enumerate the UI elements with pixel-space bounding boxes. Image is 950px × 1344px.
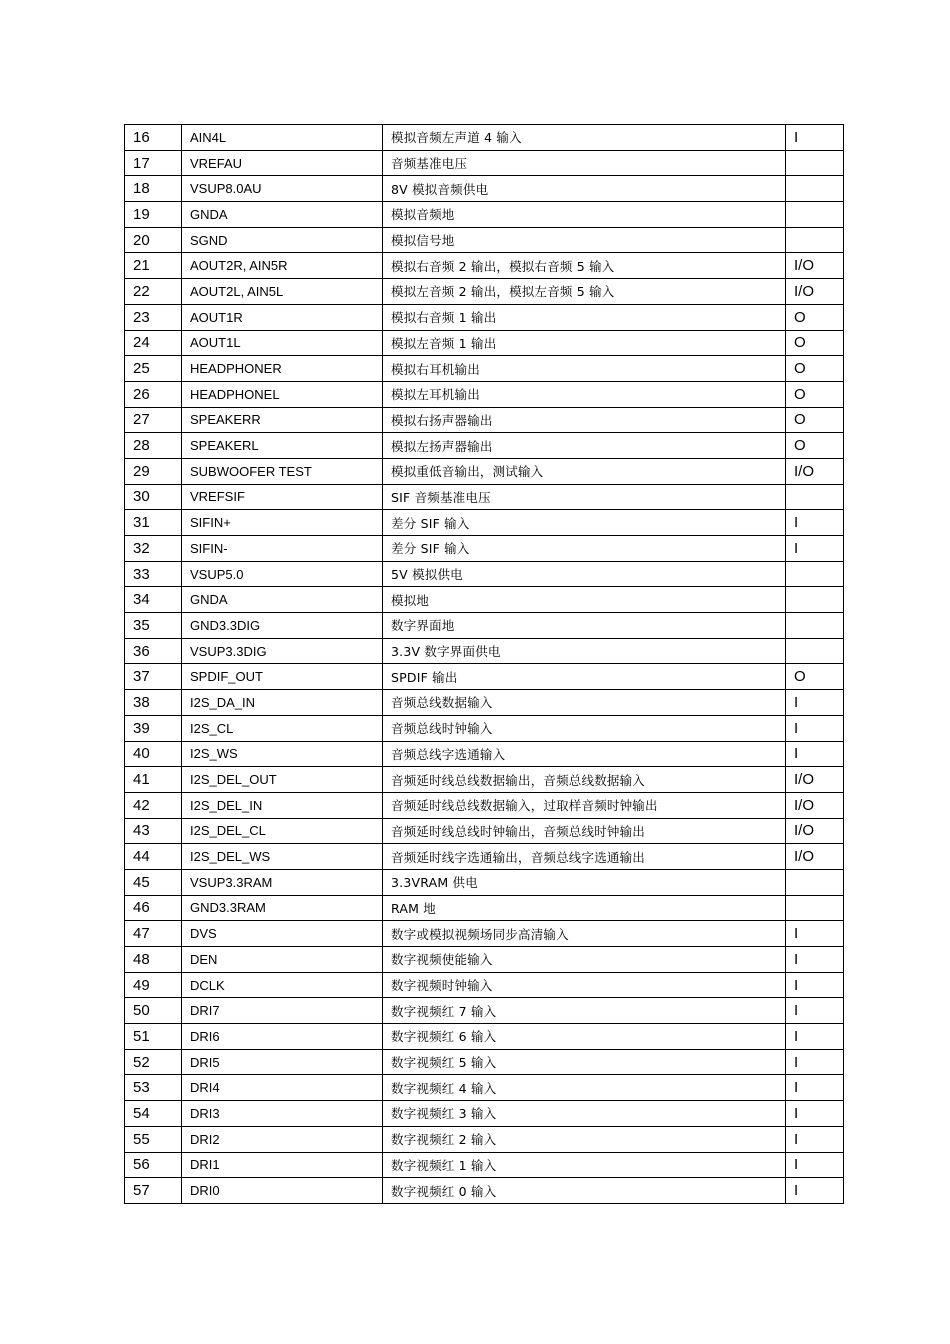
pin-table-body xyxy=(125,125,844,1204)
pin-description-cell: 音频延时线总线数据输出，音频总线数据输入 xyxy=(383,767,786,793)
pin-io-cell: I/O xyxy=(786,792,844,818)
pin-name-cell: AOUT1L xyxy=(182,330,383,356)
table-row xyxy=(125,741,844,767)
pin-number-cell: 46 xyxy=(125,895,182,921)
pin-name-cell: I2S_DEL_OUT xyxy=(182,767,383,793)
pin-number-cell: 48 xyxy=(125,947,182,973)
pin-name-cell: SGND xyxy=(182,227,383,253)
pin-name-cell: I2S_DEL_CL xyxy=(182,818,383,844)
pin-io-cell: I xyxy=(786,1049,844,1075)
table-row xyxy=(125,1178,844,1204)
pin-number-cell: 37 xyxy=(125,664,182,690)
pin-io-cell: I/O xyxy=(786,458,844,484)
pin-number-cell: 23 xyxy=(125,304,182,330)
pin-io-cell xyxy=(786,561,844,587)
table-row xyxy=(125,587,844,613)
pin-io-cell: I/O xyxy=(786,818,844,844)
table-row xyxy=(125,176,844,202)
pin-name-cell: AOUT2L, AIN5L xyxy=(182,279,383,305)
pin-description-cell: 模拟信号地 xyxy=(383,227,786,253)
table-row xyxy=(125,125,844,151)
pin-number-cell: 18 xyxy=(125,176,182,202)
pin-number-cell: 17 xyxy=(125,150,182,176)
table-row xyxy=(125,664,844,690)
pin-name-cell: HEADPHONEL xyxy=(182,381,383,407)
pin-number-cell: 19 xyxy=(125,202,182,228)
table-row xyxy=(125,458,844,484)
pin-number-cell: 29 xyxy=(125,458,182,484)
pin-description-cell: 数字视频红 0 输入 xyxy=(383,1178,786,1204)
pin-name-cell: DRI4 xyxy=(182,1075,383,1101)
pin-name-cell: DRI2 xyxy=(182,1126,383,1152)
table-row xyxy=(125,150,844,176)
pin-description-cell: SIF 音频基准电压 xyxy=(383,484,786,510)
pin-name-cell: DVS xyxy=(182,921,383,947)
pin-name-cell: DRI5 xyxy=(182,1049,383,1075)
pin-description-cell: 数字视频时钟输入 xyxy=(383,972,786,998)
pin-description-cell: 模拟左耳机输出 xyxy=(383,381,786,407)
pin-description-cell: 数字视频红 1 输入 xyxy=(383,1152,786,1178)
table-row xyxy=(125,869,844,895)
pin-io-cell xyxy=(786,613,844,639)
pin-number-cell: 36 xyxy=(125,638,182,664)
pin-number-cell: 51 xyxy=(125,1024,182,1050)
pin-name-cell: GND3.3DIG xyxy=(182,613,383,639)
pin-number-cell: 41 xyxy=(125,767,182,793)
pin-name-cell: VREFSIF xyxy=(182,484,383,510)
table-row xyxy=(125,227,844,253)
pin-number-cell: 34 xyxy=(125,587,182,613)
pin-description-cell: 音频总线时钟输入 xyxy=(383,715,786,741)
pin-io-cell: I xyxy=(786,125,844,151)
pin-description-cell: 8V 模拟音频供电 xyxy=(383,176,786,202)
pin-name-cell: AIN4L xyxy=(182,125,383,151)
pin-io-cell: O xyxy=(786,356,844,382)
pin-description-cell: 模拟左音频 2 输出，模拟左音频 5 输入 xyxy=(383,279,786,305)
pin-description-cell: 音频总线字选通输入 xyxy=(383,741,786,767)
pin-description-cell: 3.3V 数字界面供电 xyxy=(383,638,786,664)
pin-number-cell: 31 xyxy=(125,510,182,536)
pin-description-cell: 数字视频使能输入 xyxy=(383,947,786,973)
pin-description-cell: 模拟右音频 1 输出 xyxy=(383,304,786,330)
pin-name-cell: VSUP3.3RAM xyxy=(182,869,383,895)
pin-number-cell: 50 xyxy=(125,998,182,1024)
pin-number-cell: 56 xyxy=(125,1152,182,1178)
table-row xyxy=(125,561,844,587)
pin-description-cell: SPDIF 输出 xyxy=(383,664,786,690)
pin-name-cell: SUBWOOFER TEST xyxy=(182,458,383,484)
table-row xyxy=(125,844,844,870)
pin-description-cell: 模拟重低音输出，测试输入 xyxy=(383,458,786,484)
table-row xyxy=(125,304,844,330)
pin-description-cell: 数字视频红 4 输入 xyxy=(383,1075,786,1101)
table-row xyxy=(125,921,844,947)
table-row xyxy=(125,433,844,459)
table-row xyxy=(125,1075,844,1101)
pin-number-cell: 40 xyxy=(125,741,182,767)
table-row xyxy=(125,1152,844,1178)
pin-description-cell: 数字或模拟视频场同步高清输入 xyxy=(383,921,786,947)
pin-io-cell: I xyxy=(786,536,844,562)
pin-name-cell: DRI1 xyxy=(182,1152,383,1178)
pin-description-cell: 音频总线数据输入 xyxy=(383,690,786,716)
pin-number-cell: 52 xyxy=(125,1049,182,1075)
table-row xyxy=(125,356,844,382)
pin-description-cell: 音频延时线总线数据输入，过取样音频时钟输出 xyxy=(383,792,786,818)
pin-number-cell: 42 xyxy=(125,792,182,818)
table-row xyxy=(125,536,844,562)
pin-number-cell: 28 xyxy=(125,433,182,459)
pin-description-cell: 数字视频红 2 输入 xyxy=(383,1126,786,1152)
pin-description-cell: 音频延时线总线时钟输出，音频总线时钟输出 xyxy=(383,818,786,844)
pin-io-cell xyxy=(786,638,844,664)
pin-number-cell: 47 xyxy=(125,921,182,947)
pin-io-cell: I xyxy=(786,510,844,536)
pin-number-cell: 49 xyxy=(125,972,182,998)
pin-name-cell: HEADPHONER xyxy=(182,356,383,382)
pin-description-cell: 5V 模拟供电 xyxy=(383,561,786,587)
pin-name-cell: AOUT2R, AIN5R xyxy=(182,253,383,279)
table-row xyxy=(125,330,844,356)
pin-description-cell: 数字视频红 5 输入 xyxy=(383,1049,786,1075)
pin-io-cell: I/O xyxy=(786,844,844,870)
pin-number-cell: 21 xyxy=(125,253,182,279)
pin-io-cell: I xyxy=(786,998,844,1024)
pin-name-cell: DRI6 xyxy=(182,1024,383,1050)
pin-description-cell: 模拟左音频 1 输出 xyxy=(383,330,786,356)
pin-io-cell xyxy=(786,869,844,895)
pin-number-cell: 20 xyxy=(125,227,182,253)
pin-number-cell: 33 xyxy=(125,561,182,587)
pin-io-cell: I xyxy=(786,1152,844,1178)
table-row xyxy=(125,381,844,407)
pin-io-cell: O xyxy=(786,407,844,433)
pin-name-cell: I2S_DEL_WS xyxy=(182,844,383,870)
pin-io-cell: I xyxy=(786,1178,844,1204)
pin-description-cell: 模拟右扬声器输出 xyxy=(383,407,786,433)
pin-description-cell: 音频延时线字选通输出，音频总线字选通输出 xyxy=(383,844,786,870)
pin-description-cell: 模拟左扬声器输出 xyxy=(383,433,786,459)
pin-name-cell: SPEAKERL xyxy=(182,433,383,459)
pin-name-cell: SIFIN- xyxy=(182,536,383,562)
pin-io-cell: I xyxy=(786,1126,844,1152)
table-row xyxy=(125,1049,844,1075)
pin-name-cell: DCLK xyxy=(182,972,383,998)
pin-description-cell: 数字视频红 6 输入 xyxy=(383,1024,786,1050)
table-row xyxy=(125,407,844,433)
pin-number-cell: 57 xyxy=(125,1178,182,1204)
pin-number-cell: 32 xyxy=(125,536,182,562)
pin-io-cell: O xyxy=(786,664,844,690)
pin-io-cell: O xyxy=(786,330,844,356)
pin-description-cell: 差分 SIF 输入 xyxy=(383,536,786,562)
pin-io-cell xyxy=(786,587,844,613)
table-row xyxy=(125,253,844,279)
pin-io-cell xyxy=(786,895,844,921)
pin-number-cell: 44 xyxy=(125,844,182,870)
pin-name-cell: I2S_CL xyxy=(182,715,383,741)
table-row xyxy=(125,202,844,228)
pin-number-cell: 55 xyxy=(125,1126,182,1152)
table-row xyxy=(125,818,844,844)
pin-io-cell: I xyxy=(786,1024,844,1050)
table-row xyxy=(125,1024,844,1050)
pin-name-cell: GNDA xyxy=(182,587,383,613)
pin-name-cell: VREFAU xyxy=(182,150,383,176)
table-row xyxy=(125,613,844,639)
pin-name-cell: I2S_DEL_IN xyxy=(182,792,383,818)
pin-description-cell: RAM 地 xyxy=(383,895,786,921)
pin-io-cell xyxy=(786,176,844,202)
pin-description-cell: 音频基准电压 xyxy=(383,150,786,176)
table-row xyxy=(125,767,844,793)
pin-name-cell: DRI3 xyxy=(182,1101,383,1127)
pin-number-cell: 16 xyxy=(125,125,182,151)
pin-name-cell: I2S_DA_IN xyxy=(182,690,383,716)
pin-description-cell: 模拟地 xyxy=(383,587,786,613)
pin-name-cell: AOUT1R xyxy=(182,304,383,330)
pin-io-cell: O xyxy=(786,304,844,330)
table-row xyxy=(125,510,844,536)
pin-number-cell: 38 xyxy=(125,690,182,716)
pin-io-cell: I/O xyxy=(786,253,844,279)
pin-description-cell: 数字界面地 xyxy=(383,613,786,639)
table-row xyxy=(125,279,844,305)
table-row xyxy=(125,1101,844,1127)
pin-name-cell: VSUP5.0 xyxy=(182,561,383,587)
pin-table xyxy=(124,124,844,1204)
pin-io-cell: O xyxy=(786,381,844,407)
table-row xyxy=(125,792,844,818)
table-row xyxy=(125,895,844,921)
pin-number-cell: 35 xyxy=(125,613,182,639)
pin-number-cell: 39 xyxy=(125,715,182,741)
pin-io-cell: I xyxy=(786,921,844,947)
pin-name-cell: GND3.3RAM xyxy=(182,895,383,921)
pin-number-cell: 24 xyxy=(125,330,182,356)
pin-number-cell: 53 xyxy=(125,1075,182,1101)
pin-name-cell: DRI7 xyxy=(182,998,383,1024)
pin-number-cell: 45 xyxy=(125,869,182,895)
pin-number-cell: 26 xyxy=(125,381,182,407)
pin-number-cell: 25 xyxy=(125,356,182,382)
pin-description-cell: 模拟音频左声道 4 输入 xyxy=(383,125,786,151)
pin-name-cell: DRI0 xyxy=(182,1178,383,1204)
table-row xyxy=(125,484,844,510)
pin-number-cell: 54 xyxy=(125,1101,182,1127)
pin-name-cell: SPDIF_OUT xyxy=(182,664,383,690)
pin-io-cell: I xyxy=(786,741,844,767)
pin-description-cell: 模拟右音频 2 输出，模拟右音频 5 输入 xyxy=(383,253,786,279)
table-row xyxy=(125,638,844,664)
pin-number-cell: 30 xyxy=(125,484,182,510)
pin-number-cell: 43 xyxy=(125,818,182,844)
pin-name-cell: VSUP3.3DIG xyxy=(182,638,383,664)
pin-io-cell xyxy=(786,484,844,510)
pin-name-cell: GNDA xyxy=(182,202,383,228)
table-row xyxy=(125,1126,844,1152)
pin-io-cell: I xyxy=(786,1101,844,1127)
pin-description-cell: 模拟音频地 xyxy=(383,202,786,228)
pin-io-cell: I xyxy=(786,690,844,716)
table-row xyxy=(125,947,844,973)
pin-io-cell xyxy=(786,150,844,176)
pin-description-cell: 数字视频红 7 输入 xyxy=(383,998,786,1024)
pin-io-cell xyxy=(786,202,844,228)
pin-io-cell: I xyxy=(786,947,844,973)
pin-name-cell: SIFIN+ xyxy=(182,510,383,536)
pin-io-cell: I/O xyxy=(786,279,844,305)
pin-name-cell: I2S_WS xyxy=(182,741,383,767)
pin-description-cell: 差分 SIF 输入 xyxy=(383,510,786,536)
pin-io-cell xyxy=(786,227,844,253)
pin-name-cell: DEN xyxy=(182,947,383,973)
table-row xyxy=(125,998,844,1024)
pin-io-cell: I/O xyxy=(786,767,844,793)
pin-description-cell: 3.3VRAM 供电 xyxy=(383,869,786,895)
pin-io-cell: I xyxy=(786,972,844,998)
pin-description-cell: 模拟右耳机输出 xyxy=(383,356,786,382)
pin-io-cell: I xyxy=(786,715,844,741)
pin-name-cell: VSUP8.0AU xyxy=(182,176,383,202)
table-row xyxy=(125,690,844,716)
pin-description-cell: 数字视频红 3 输入 xyxy=(383,1101,786,1127)
table-row xyxy=(125,972,844,998)
pin-number-cell: 22 xyxy=(125,279,182,305)
table-row xyxy=(125,715,844,741)
pin-io-cell: I xyxy=(786,1075,844,1101)
pin-io-cell: O xyxy=(786,433,844,459)
pin-number-cell: 27 xyxy=(125,407,182,433)
pin-name-cell: SPEAKERR xyxy=(182,407,383,433)
